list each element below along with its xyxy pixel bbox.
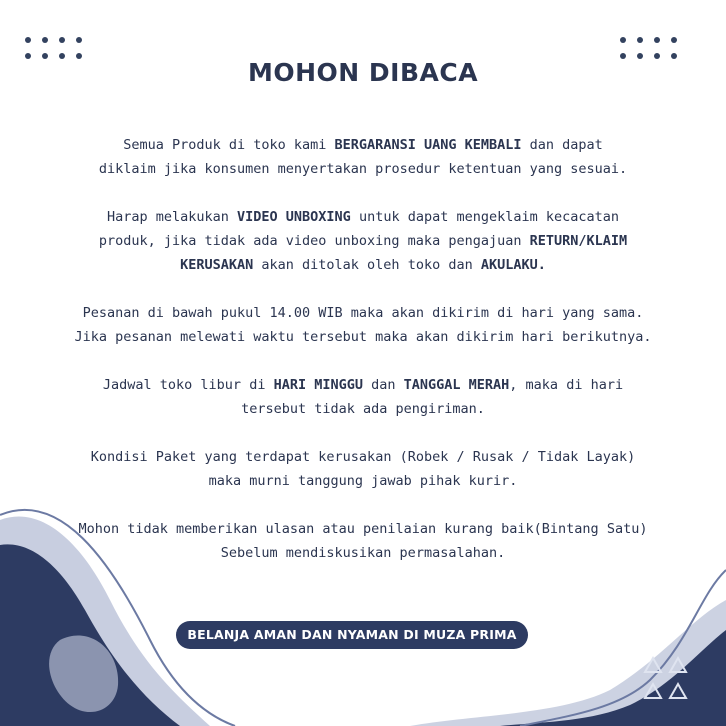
body-text: Kondisi Paket yang terdapat kerusakan (Robek / Rusak / Tidak Layak) — [90, 449, 636, 465]
emphasis-text: BERGARANSI UANG KEMBALI — [334, 137, 522, 153]
body-text: Jadwal toko libur di — [102, 377, 274, 393]
body-text: dan dapat — [521, 137, 603, 153]
body-text: Semua Produk di toko kami — [123, 137, 335, 153]
body-text: diklaim jika konsumen menyertakan prosedur ketentuan yang sesuai. — [98, 161, 628, 177]
body-text: produk, jika tidak ada video unboxing maka pengajuan — [98, 233, 530, 249]
emphasis-text: TANGGAL MERAH — [403, 377, 510, 393]
page-title: MOHON DIBACA — [247, 58, 479, 87]
body-text: akan ditolak oleh toko dan — [253, 257, 481, 273]
body-text: Jika pesanan melewati waktu tersebut maka akan dikirim hari berikutnya. — [74, 329, 652, 345]
slogan-banner: BELANJA AMAN DAN NYAMAN DI MUZA PRIMA — [176, 621, 528, 649]
emphasis-text: RETURN/KLAIM — [529, 233, 628, 249]
emphasis-text: KERUSAKAN — [180, 257, 254, 273]
emphasis-text: VIDEO UNBOXING — [237, 209, 351, 225]
body-text: Pesanan di bawah pukul 14.00 WIB maka akan dikirim di hari yang sama. — [82, 305, 644, 321]
body-text: Mohon tidak memberikan ulasan atau penilaian kurang baik(Bintang Satu) — [78, 521, 648, 537]
body-text: Harap melakukan — [106, 209, 238, 225]
emphasis-text: HARI MINGGU — [273, 377, 363, 393]
body-text: dan — [362, 377, 404, 393]
body-text: maka murni tanggung jawab pihak kurir. — [208, 473, 518, 489]
emphasis-text: AKULAKU. — [480, 257, 546, 273]
body-text: tersebut tidak ada pengiriman. — [241, 401, 485, 417]
body-text: , maka di hari — [509, 377, 624, 393]
body-text: Sebelum mendiskusikan permasalahan. — [220, 545, 506, 561]
body-text: untuk dapat mengeklaim kecacatan — [350, 209, 620, 225]
